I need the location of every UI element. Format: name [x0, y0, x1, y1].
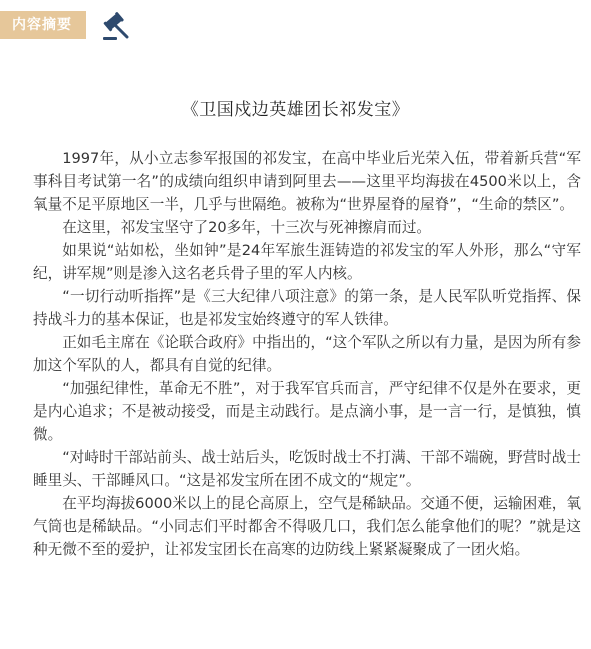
paragraph: 如果说“站如松，坐如钟”是24年军旅生涯铸造的祁发宝的军人外形，那么“守军纪，讲军规”则是渗入这名老兵骨子里的军人内核。 [33, 242, 581, 282]
paragraph: 在平均海拔6000米以上的昆仑高原上，空气是稀缺品。交通不便，运输困难，氧气筒也是稀缺品。“小同志们平时都舍不得吸几口，我们怎么能拿他们的呢？”就是这种无微不至的爱护，让祁发宝团长在高寒的边防线上紧紧凝聚成了一团火焰。 [33, 495, 581, 558]
gavel-icon [100, 10, 132, 42]
paragraph: 在这里，祁发宝坚守了20多年，十三次与死神擦肩而过。 [62, 219, 432, 236]
section-header [0, 10, 86, 40]
article-body [33, 147, 581, 561]
section-label: 内容摘要 [0, 11, 86, 39]
paragraph: 正如毛主席在《论联合政府》中指出的，“这个军队之所以有力量，是因为所有参加这个军队的人，都具有自觉的纪律。 [33, 334, 581, 374]
paragraph: 1997年，从小立志参军报国的祁发宝，在高中毕业后光荣入伍，带着新兵营“军事科目考试第一名”的成绩向组织申请到阿里去——这里平均海拔在4500米以上，含氧量不足平原地区一半，几乎与世隔绝。被称为“世界屋脊的屋脊”，“生命的禁区”。 [33, 150, 581, 213]
paragraph: “对峙时干部站前头、战士站后头，吃饭时战士不打满、干部不端碗，野营时战士睡里头、干部睡风口。“这是祁发宝所在团不成文的“规定”。 [33, 449, 581, 489]
paragraph: “一切行动听指挥”是《三大纪律八项注意》的第一条，是人民军队听党指挥、保持战斗力的基本保证，也是祁发宝始终遵守的军人铁律。 [33, 288, 581, 328]
article-title: 《卫国戍边英雄团长祁发宝》 [181, 100, 410, 120]
paragraph: “加强纪律性，革命无不胜”，对于我军官兵而言，严守纪律不仅是外在要求，更是内心追求；不是被动接受，而是主动践行。是点滴小事，是一言一行，是慎独，慎微。 [33, 380, 581, 443]
